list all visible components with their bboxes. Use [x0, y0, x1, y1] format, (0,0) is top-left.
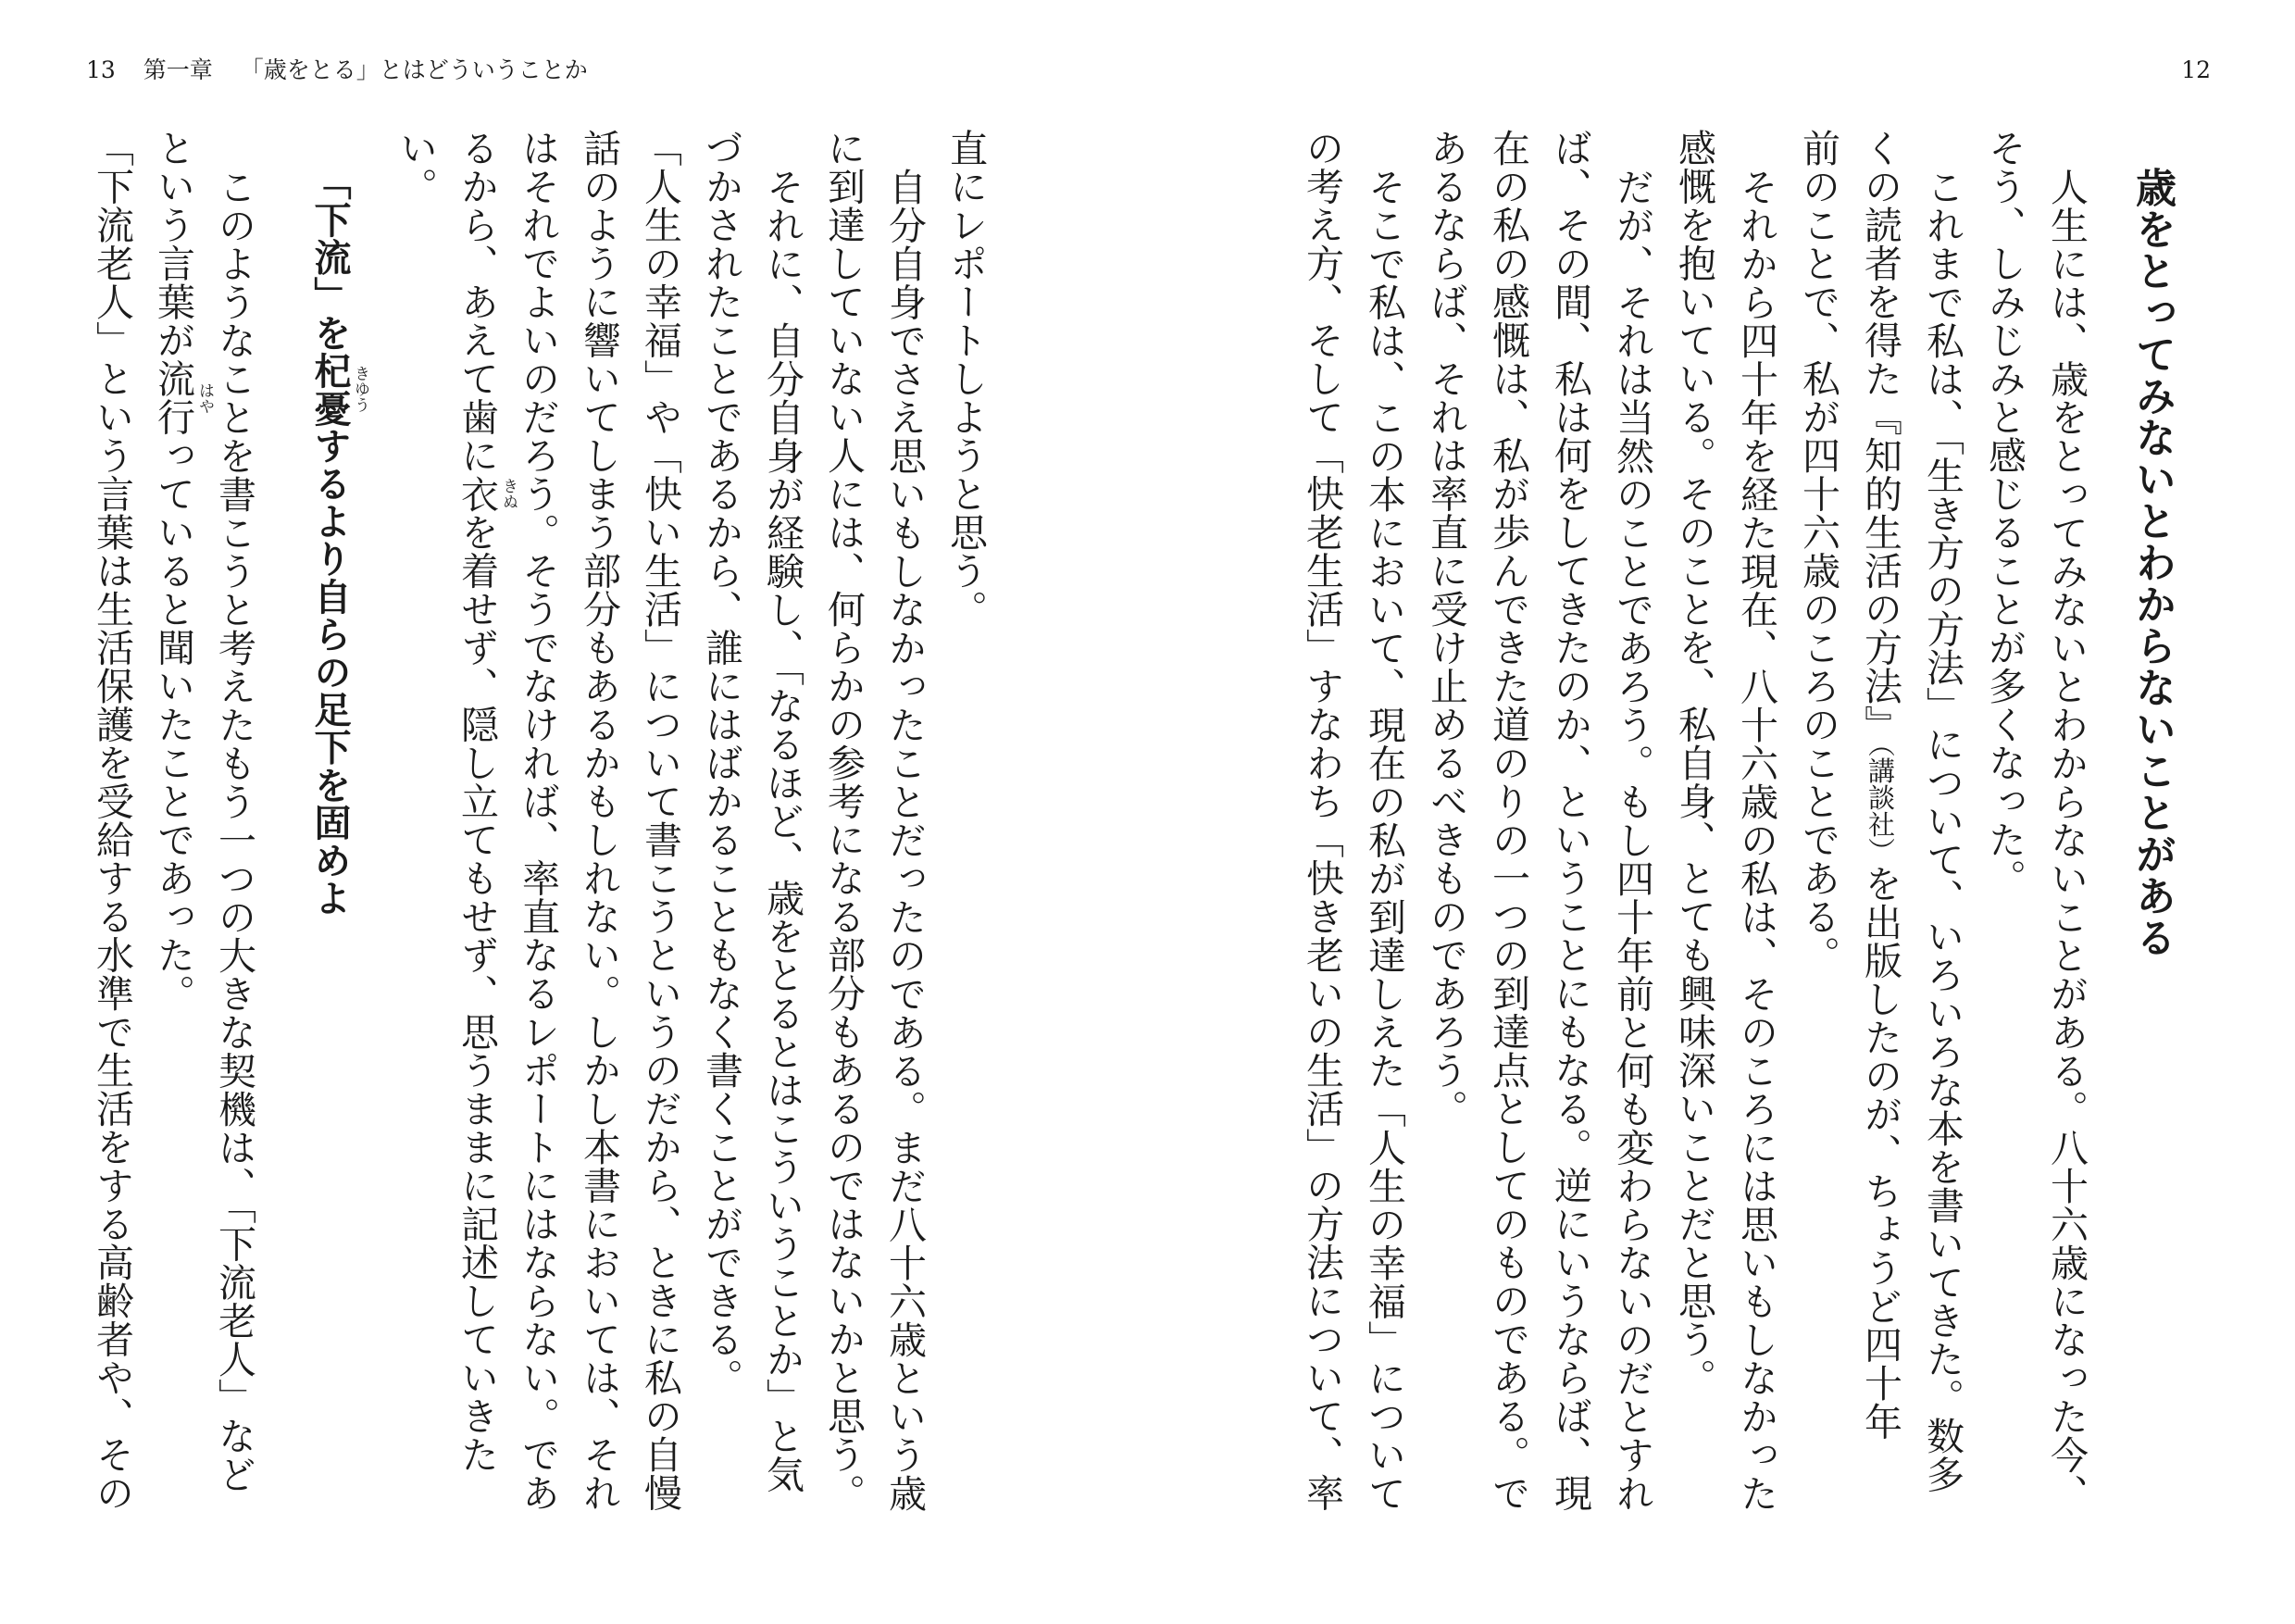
text-column: そこで私は、この本において、現在の私が到達しえた「人生の幸福」について	[1362, 167, 1406, 1512]
text-column: あるならば、それは率直に受け止めるべきものであろう。	[1424, 129, 1468, 1128]
text-column: 感慨を抱いている。そのことを、私自身、とても興味深いことだと思う。	[1672, 129, 1716, 1397]
text-column: 話のように響いてしまう部分もあるかもしれない。しかし本書においては、それ	[577, 129, 621, 1512]
page-number-right: 12	[2181, 56, 2211, 83]
text-column: 前のことで、私が四十六歳のころのことである。	[1796, 129, 1840, 974]
running-head	[86, 54, 588, 87]
ruby-text: はや	[195, 381, 214, 414]
text-column: 「人生の幸福」や「快い生活」について書こうというのだから、ときに私の自慢	[638, 129, 682, 1512]
text-segment: という言葉が	[151, 129, 195, 359]
ruby-base-text: 流行	[151, 359, 195, 436]
text-column: の考え方、そして「快老生活」すなわち「快き老いの生活」の方法について、率	[1300, 129, 1344, 1512]
ruby-text: きぬ	[499, 478, 518, 510]
ruby-base	[308, 351, 369, 427]
text-column: それに、自分自身が経験し、「なるほど、歳をとるとはこういうことか」と気	[760, 167, 804, 1493]
text-column: づかされたことであるから、誰にはばかることもなく書くことができる。	[699, 129, 743, 1397]
ruby-text: きゆう	[351, 365, 369, 413]
chapter-label: 第一章	[143, 56, 213, 83]
text-column: い。	[393, 129, 438, 206]
text-column: に到達していない人には、何らかの参考になる部分もあるのではないかと思う。	[821, 129, 866, 1512]
text-column	[446, 129, 518, 1518]
text-column: 「下流老人」という言葉は生活保護を受給する水準で生活をする高齢者や、その	[90, 129, 134, 1512]
text-segment: を出版したのが、ちょうど四十年	[1858, 864, 1902, 1441]
ruby-base	[151, 359, 214, 436]
text-column	[1850, 129, 1911, 1518]
ruby-base-text: 衣	[455, 474, 499, 513]
text-column: それから四十年を経た現在、八十六歳の私は、そのころには思いもしなかった	[1734, 167, 1778, 1512]
ruby-base	[455, 474, 518, 514]
text-segment: くの読者を得た『知的生活の方法』	[1858, 129, 1902, 743]
ruby-base-text: 杞憂	[308, 351, 351, 427]
text-column: これまで私は、「生き方の方法」について、いろいろな本を書いてきた。数多	[1920, 167, 1964, 1493]
text-column: ば、その間、私は何をしてきたのか、ということにもなる。逆にいうならば、現	[1548, 129, 1592, 1512]
text-segment: るから、あえて歯に	[455, 129, 499, 475]
section-heading	[299, 163, 369, 1089]
text-column: はそれでよいのだろう。そうでなければ、率直なるレポートにはならない。であ	[516, 129, 560, 1512]
text-column: 自分自身でさえ思いもしなかったことだったのである。まだ八十六歳という歳	[882, 167, 927, 1512]
text-segment: を着せず、隠し立てもせず、思うままに記述していきた	[455, 513, 499, 1474]
publisher-note: （講談社）	[1865, 743, 1896, 865]
heading-segment: するより自らの足下を固めよ	[308, 426, 351, 918]
text-column: そう、しみじみと感じることが多くなった。	[1982, 129, 2027, 897]
page-number-left: 13	[86, 56, 116, 83]
text-column: 直にレポートしようと思う。	[943, 129, 988, 629]
text-segment: っていると聞いたことであった。	[151, 436, 195, 1013]
text-column: 人生には、歳をとってみないとわからないことがある。八十六歳になった今、	[2044, 167, 2089, 1512]
text-column: 在の私の感慨は、私が歩んできた道のりの一つの到達点としてのものである。で	[1486, 129, 1530, 1512]
chapter-title: 「歳をとる」とはどういうことか	[240, 56, 588, 83]
heading-segment: 「下流」を	[308, 163, 351, 352]
text-column: だが、それは当然のことであろう。もし四十年前と何も変わらないのだとすれ	[1610, 167, 1654, 1512]
text-column	[143, 129, 214, 1518]
section-heading: 歳をとってみないとわからないことがある	[2128, 167, 2176, 958]
text-column: このようなことを書こうと考えたもう一つの大きな契機は、「下流老人」など	[212, 167, 256, 1493]
